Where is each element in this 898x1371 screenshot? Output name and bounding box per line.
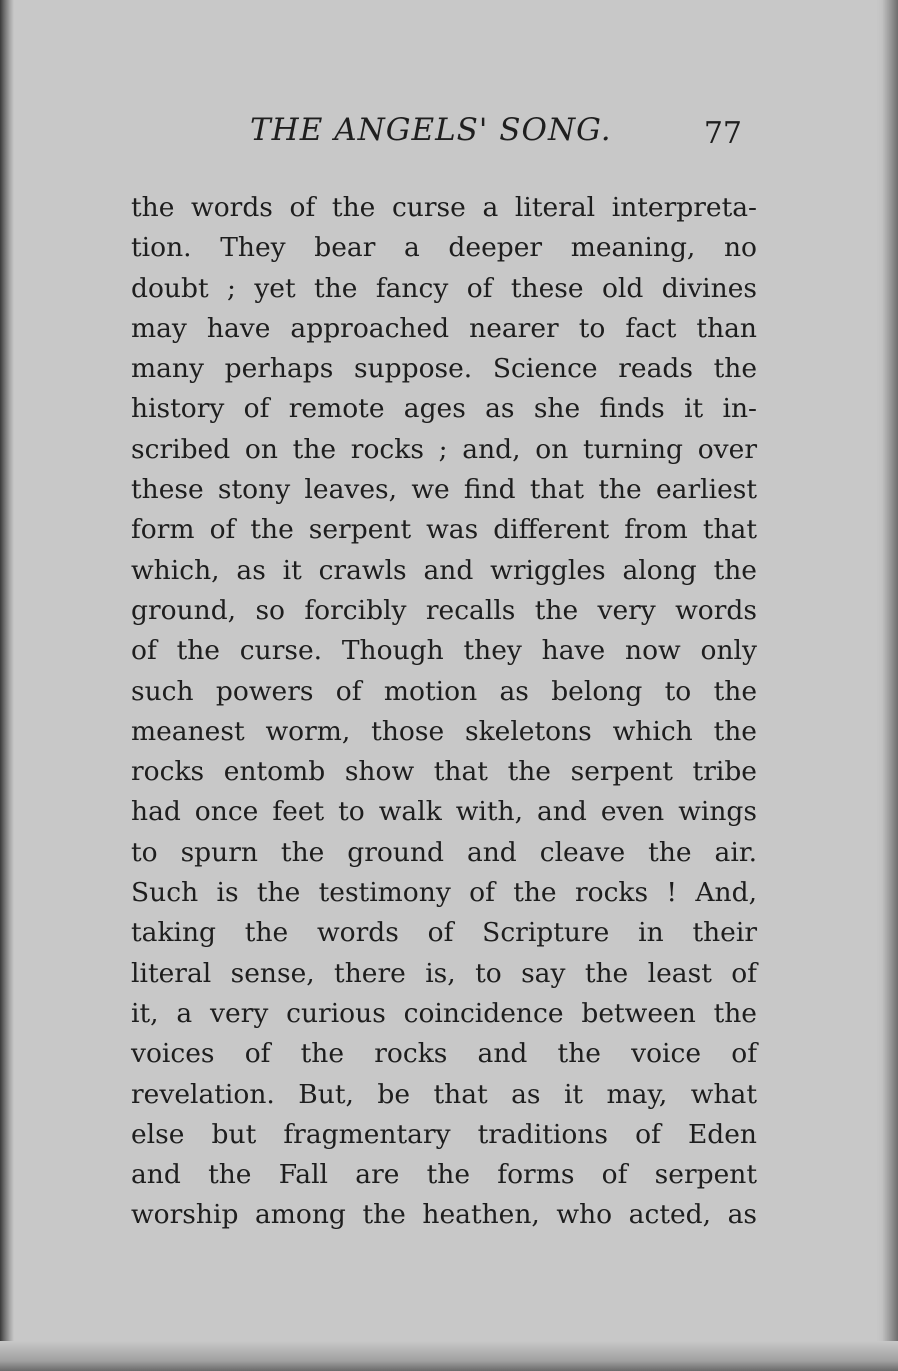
text-line: else but fragmentary traditions of Eden xyxy=(131,1118,757,1150)
text-line: scribed on the rocks ; and, on turning over xyxy=(131,433,757,465)
text-line: meanest worm, those skeletons which the xyxy=(131,715,757,747)
text-line: rocks entomb show that the serpent tribe xyxy=(131,756,757,788)
text-line: many perhaps suppose. Science reads the xyxy=(131,353,757,385)
text-line: literal sense, there is, to say the least of xyxy=(131,957,757,989)
text-line: it, a very curious coincidence between the xyxy=(131,997,757,1029)
book-binding-shadow-left xyxy=(0,0,14,1371)
text-line: Such is the testimony of the rocks ! And, xyxy=(131,877,757,909)
text-line: may have approached nearer to fact than xyxy=(131,312,757,344)
running-header xyxy=(130,112,750,162)
text-line: history of remote ages as she finds it in- xyxy=(131,393,757,425)
text-line: worship among the heathen, who acted, as xyxy=(131,1199,757,1231)
text-line: and the Fall are the forms of serpent xyxy=(131,1159,757,1191)
text-line: to spurn the ground and cleave the air. xyxy=(131,836,757,868)
text-line: doubt ; yet the fancy of these old divines xyxy=(131,272,757,304)
text-line: which, as it crawls and wriggles along the xyxy=(131,554,757,586)
text-line: the words of the curse a literal interpreta- xyxy=(131,192,757,223)
text-line: such powers of motion as belong to the xyxy=(131,675,757,707)
text-line: had once feet to walk with, and even wings xyxy=(131,796,757,828)
text-line: form of the serpent was different from that xyxy=(131,514,757,546)
text-line: ground, so forcibly recalls the very words xyxy=(131,594,757,626)
page-edge-shadow-bottom xyxy=(0,1341,898,1371)
text-line: taking the words of Scripture in their xyxy=(131,917,757,949)
text-line: tion. They bear a deeper meaning, no xyxy=(131,232,757,264)
page-edge-shadow-right xyxy=(876,0,898,1371)
page-number: 77 xyxy=(703,116,742,151)
text-line: voices of the rocks and the voice of xyxy=(131,1038,757,1070)
body-text xyxy=(131,188,757,1236)
text-line: of the curse. Though they have now only xyxy=(131,635,757,667)
running-title: THE ANGELS' SONG. xyxy=(250,112,612,148)
text-line: these stony leaves, we find that the earliest xyxy=(131,474,757,506)
text-line: revelation. But, be that as it may, what xyxy=(131,1078,757,1110)
